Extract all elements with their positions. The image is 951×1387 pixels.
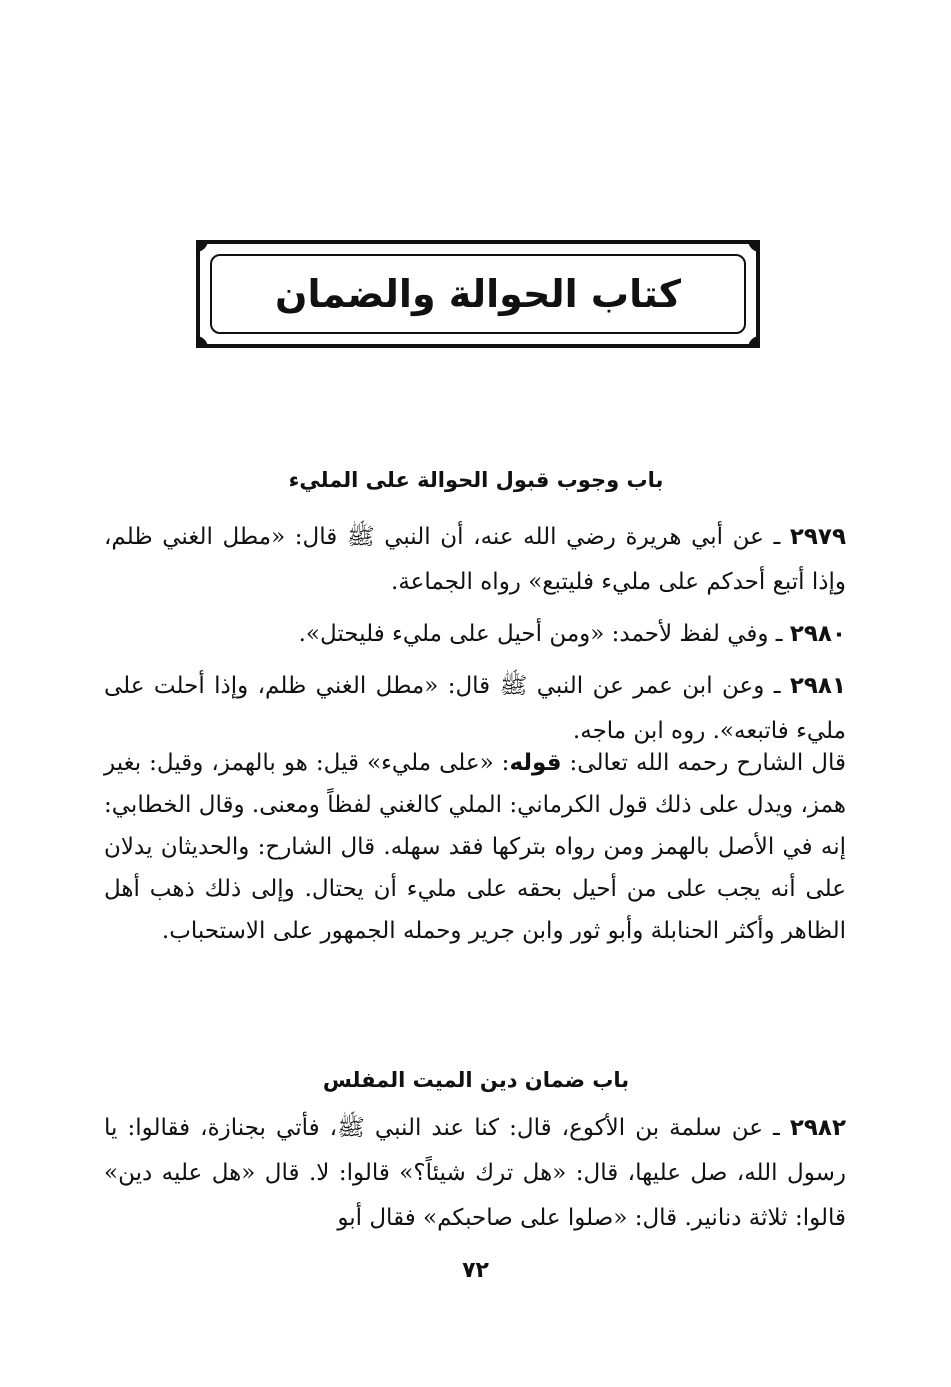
- commentary-text: : «على مليء» قيل: هو بالهمز، وقيل: بغير همز، ويدل على ذلك قول الكرماني: الملي كالغني لفظاً ومعنى. وقال الخطابي: إنه في الأصل بالهمز ومن رواه بتركها فقد سهله. قال الشارح: والحديثان يدلان على أنه يجب على من أحيل بحقه على مليء أن يحتال. وإلى ذلك ذهب أهل الظاهر وأكثر الحنابلة وأبو ثور وابن جرير وحمله الجمهور على الاستحباب.: [104, 750, 846, 944]
- hadith-paragraph: [104, 515, 846, 605]
- frame-corner-ornament: [196, 240, 208, 252]
- hadith-number: ٢٩٨١: [789, 673, 846, 699]
- hadith-paragraph: [104, 612, 846, 657]
- section-heading: باب وجوب قبول الحوالة على المليء: [288, 468, 664, 492]
- hadith-text: ـ وفي لفظ لأحمد: «ومن أحيل على مليء فليحتل».: [298, 621, 790, 647]
- frame-corner-ornament: [196, 336, 208, 348]
- hadith-number: ٢٩٨٢: [789, 1115, 846, 1141]
- hadith-paragraph: [104, 1106, 846, 1241]
- hadith-text: ـ عن سلمة بن الأكوع، قال: كنا عند النبي ﷺ، فأتي بجنازة، فقالوا: يا رسول الله، صل عليها، قال: «هل ترك شيئاً؟» قالوا: لا. قال «هل عليه دين» قالوا: ثلاثة دنانير. قال: «صلوا على صاحبكم» فقال أبو: [104, 1115, 846, 1231]
- section-heading: باب ضمان دين الميت المفلس: [322, 1068, 630, 1092]
- page-number: ٧٢: [462, 1258, 489, 1283]
- title-frame-inner: [210, 254, 746, 334]
- frame-corner-ornament: [748, 336, 760, 348]
- hadith-text: ـ وعن ابن عمر عن النبي ﷺ قال: «مطل الغني ظلم، وإذا أحلت على مليء فاتبعه». روه ابن ماجه.: [104, 673, 846, 744]
- title-frame: [196, 240, 760, 348]
- hadith-number: ٢٩٧٩: [789, 524, 846, 550]
- hadith-text: ـ عن أبي هريرة رضي الله عنه، أن النبي ﷺ قال: «مطل الغني ظلم، وإذا أتبع أحدكم على مليء فليتبع» رواه الجماعة.: [104, 524, 846, 595]
- hadith-paragraph: [104, 664, 846, 754]
- frame-corner-ornament: [748, 240, 760, 252]
- commentary-intro: قال الشارح رحمه الله تعالى:: [561, 750, 846, 776]
- book-title: كتاب الحوالة والضمان: [275, 272, 681, 316]
- commentary-keyword: قوله: [509, 750, 562, 776]
- commentary-paragraph: [104, 742, 846, 952]
- hadith-number: ٢٩٨٠: [789, 621, 846, 647]
